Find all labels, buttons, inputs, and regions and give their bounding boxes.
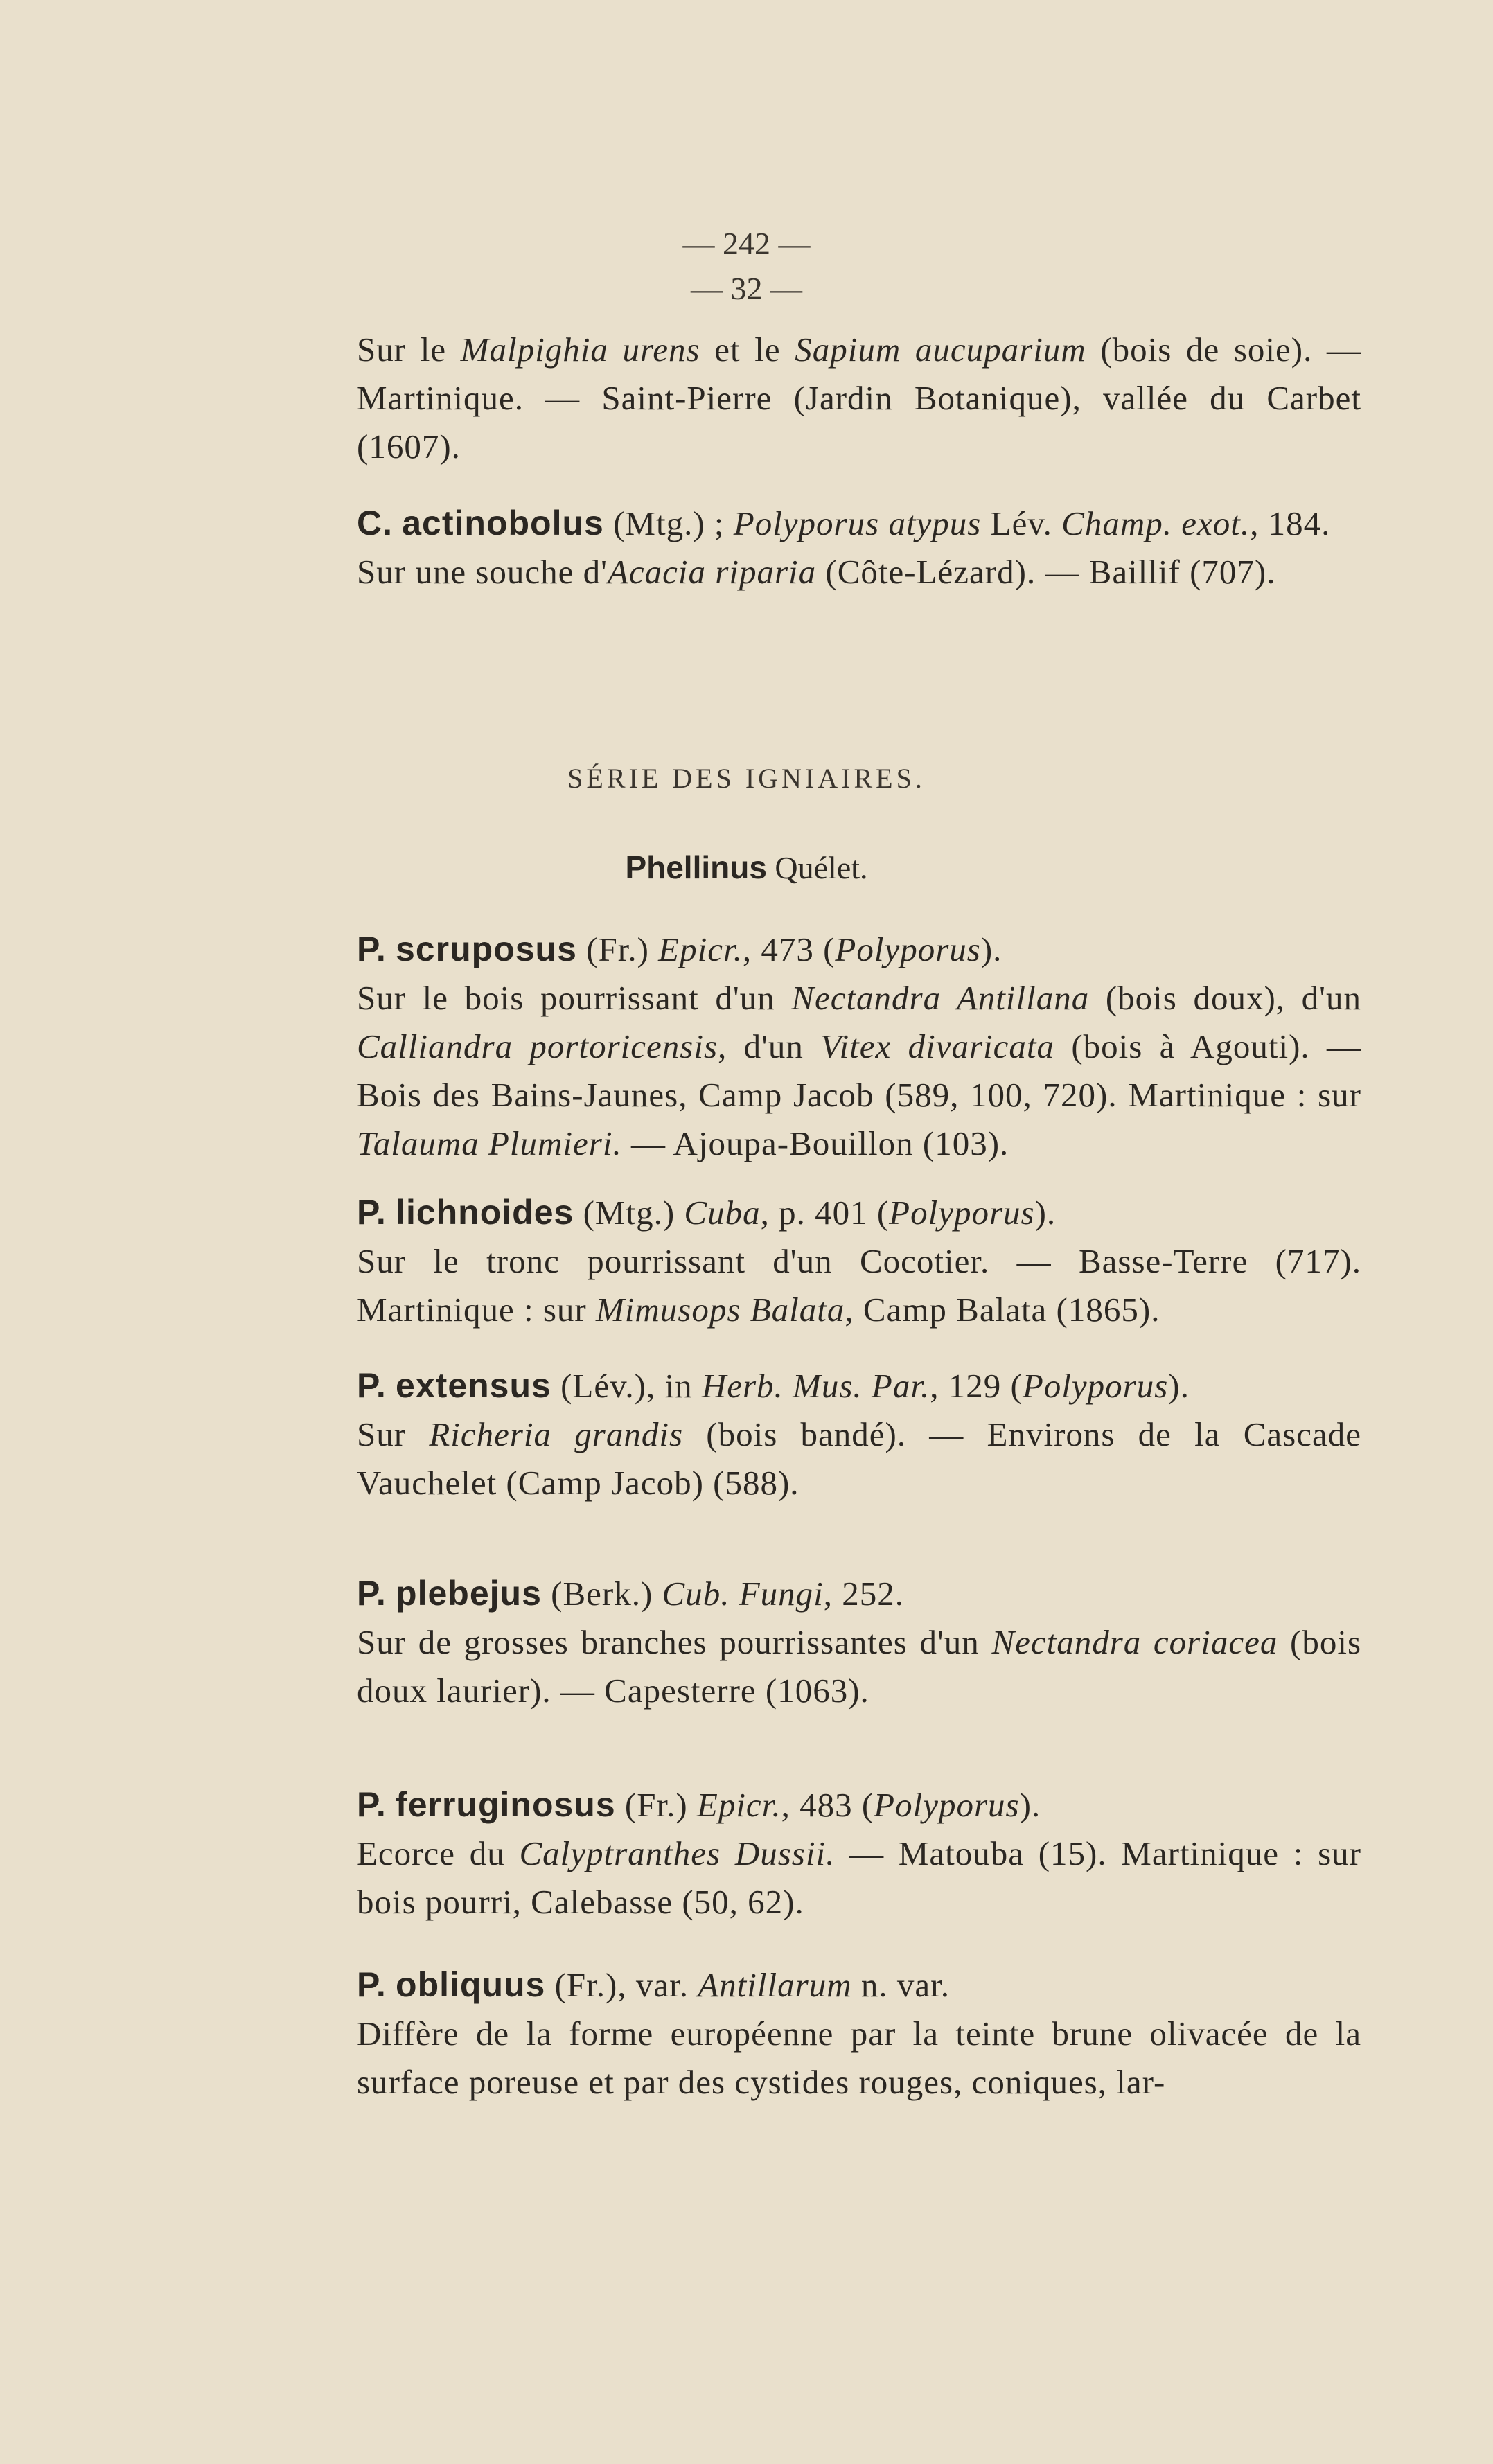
top-paragraph: Sur le Malpighia urens et le Sapium aucuparium (bois de soie). — Martinique. — Saint-Pierre (Jardin Botanique), vallée du Carbet (1607).	[357, 330, 1362, 466]
entry-scruposus: P. scruposus (Fr.) Epicr., 473 (Polyporus). Sur le bois pourrissant d'un Nectandra Antillana (bois doux), d'un Calliandra portoricensis, d'un Vitex divaricata (bois à Agouti). — Bois des Bains-Jaunes, Camp Jacob (589, 100, 720). Martinique : sur Talauma Plumieri. — Ajoupa-Bouillon (103).	[357, 930, 1361, 1162]
page-number-inner: — 32 —	[691, 271, 802, 306]
entry-lichnoides: P. lichnoides (Mtg.) Cuba, p. 401 (Polyporus). Sur le tronc pourrissant d'un Cocotier. — Basse-Terre (717). Martinique : sur Mimusops Balata, Camp Balata (1865).	[357, 1193, 1361, 1329]
entry-extensus: P. extensus (Lév.), in Herb. Mus. Par., 129 (Polyporus). Sur Richeria grandis (bois bandé). — Environs de la Cascade Vauchelet (Camp Jacob) (588).	[357, 1366, 1361, 1502]
species-name: Malpighia urens	[460, 330, 700, 369]
series-title: SÉRIE DES IGNIAIRES.	[567, 763, 926, 794]
entry-obliquus: P. obliquus (Fr.), var. Antillarum n. var. Diffère de la forme européenne par la teinte brune olivacée de la surface poreuse et par des cystides rouges, coniques, lar-	[357, 1965, 1361, 2101]
entry-name: actinobolus	[402, 504, 604, 542]
page-number-outer: — 242 —	[682, 226, 811, 261]
species-name: Sapium aucuparium	[795, 330, 1086, 369]
genus-heading: Phellinus Quélet.	[625, 849, 868, 885]
entry-ferruginosus: P. ferruginosus (Fr.) Epicr., 483 (Polyporus). Ecorce du Calyptranthes Dussii. — Matouba (15). Martinique : sur bois pourri, Calebasse (50, 62).	[357, 1785, 1361, 1921]
entry-letter: C.	[357, 504, 393, 542]
entry-actinobolus: C. actinobolus (Mtg.) ; Polyporus atypus Lév. Champ. exot., 184. Sur une souche d'Acacia riparia (Côte-Lézard). — Baillif (707).	[357, 504, 1331, 591]
entry-plebejus: P. plebejus (Berk.) Cub. Fungi, 252. Sur de grosses branches pourrissantes d'un Nectandra coriacea (bois doux laurier). — Capesterre (1063).	[357, 1574, 1362, 1710]
